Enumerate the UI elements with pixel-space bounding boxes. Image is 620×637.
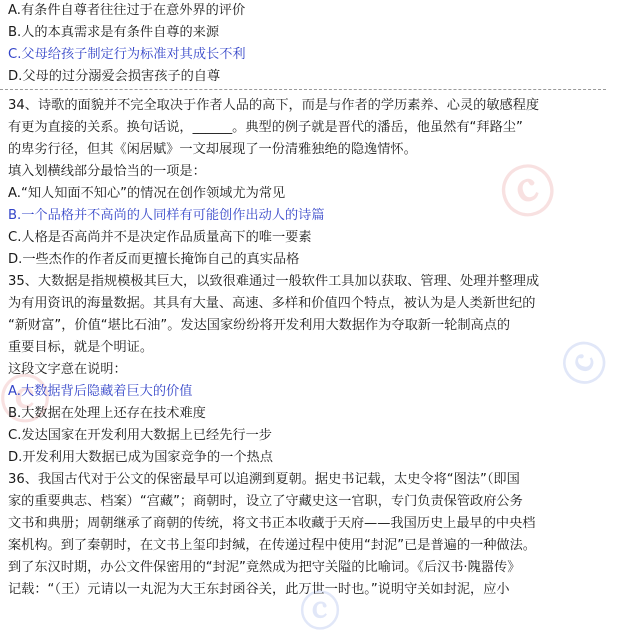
answer-option-line: C.父母给孩子制定行为标准对其成长不利 — [8, 47, 246, 62]
question-stem-line: 34、诗歌的面貌并不完全取决于作者人品的高下，而是与作者的学历素养、心灵的敏感程度 — [8, 98, 540, 113]
watermark-logo: ⓒ — [0, 371, 50, 429]
watermark-logo: ⓒ — [492, 153, 565, 232]
question-prompt: 填入划横线部分最恰当的一项是： — [8, 164, 206, 179]
option-line: C.人格是否高尚并不是决定作品质量高下的唯一要素 — [8, 230, 312, 245]
option-line: A.有条件自尊者往往过于在意外界的评价 — [8, 3, 246, 18]
option-line: B.人的本真需求是有条件自尊的来源 — [8, 25, 220, 40]
option-line: D.父母的过分溺爱会损害孩子的自尊 — [8, 69, 221, 84]
question-stem-line: 重要目标，就是个明证。 — [8, 340, 154, 355]
question-stem-line: 家的重要典志、档案）“宫藏”；商朝时，设立了守藏史这一官职，专门负责保管政府公务 — [8, 494, 523, 509]
watermark-logo: ⓒ — [554, 334, 618, 393]
option-line: A.“知人知面不知心”的情况在创作领域尤为常见 — [8, 186, 286, 201]
question-stem-line: 到了东汉时期，办公文件保密用的“封泥”竟然成为把守关隘的比喻词。《后汉书·隗嚣传》 — [8, 560, 521, 575]
question-stem-line: 的卑劣行径，但其《闲居赋》一文却展现了一份清雅独绝的隐逸情怀。 — [8, 142, 417, 157]
option-line: D.开发利用大数据已成为国家竞争的一个热点 — [8, 450, 273, 465]
question-stem-line: 35、大数据是指规模极其巨大，以致很难通过一般软件工具加以获取、管理、处理并整理成 — [8, 274, 540, 289]
option-line: D.一些杰作的作者反而更擅长掩饰自己的真实品格 — [8, 252, 300, 267]
question-stem-line: 36、我国古代对于公文的保密最早可以追溯到夏朝。据史书记载，太史令将“图法”（即国 — [8, 472, 520, 487]
question-stem-line: 记载：“（王）元请以一丸泥为大王东封函谷关，此万世一时也。”说明守关如封泥，应小 — [8, 582, 510, 597]
answer-option-line: B.一个品格并不高尚的人同样有可能创作出动人的诗篇 — [8, 208, 325, 223]
option-line: B.大数据在处理上还存在技术难度 — [8, 406, 206, 421]
question-stem-line: 文书和典册；周朝继承了商朝的传统，将文书正本收藏于天府——我国历史上最早的中央档 — [8, 516, 536, 531]
question-stem-line: 案机构。到了秦朝时，在文书上玺印封缄，在传递过程中使用“封泥”已是普遍的一种做法。 — [8, 538, 536, 553]
question-stem-line: 有更为直接的关系。换句话说，______。典型的例子就是晋代的潘岳，他虽然有“拜路尘” — [8, 120, 523, 135]
question-stem-line: 为有用资讯的海量数据。其具有大量、高速、多样和价值四个特点，被认为是人类新世纪的 — [8, 296, 536, 311]
answer-option-line: A.大数据背后隐藏着巨大的价值 — [8, 384, 193, 399]
question-stem-line: “新财富”，价值“堪比石油”。发达国家纷纷将开发利用大数据作为夺取新一轮制高点的 — [8, 318, 511, 333]
question-prompt: 这段文字意在说明： — [8, 362, 127, 377]
section-divider — [0, 89, 606, 90]
option-line: C.发达国家在开发利用大数据上已经先行一步 — [8, 428, 272, 443]
watermark-logo: ⓒ — [300, 589, 340, 635]
